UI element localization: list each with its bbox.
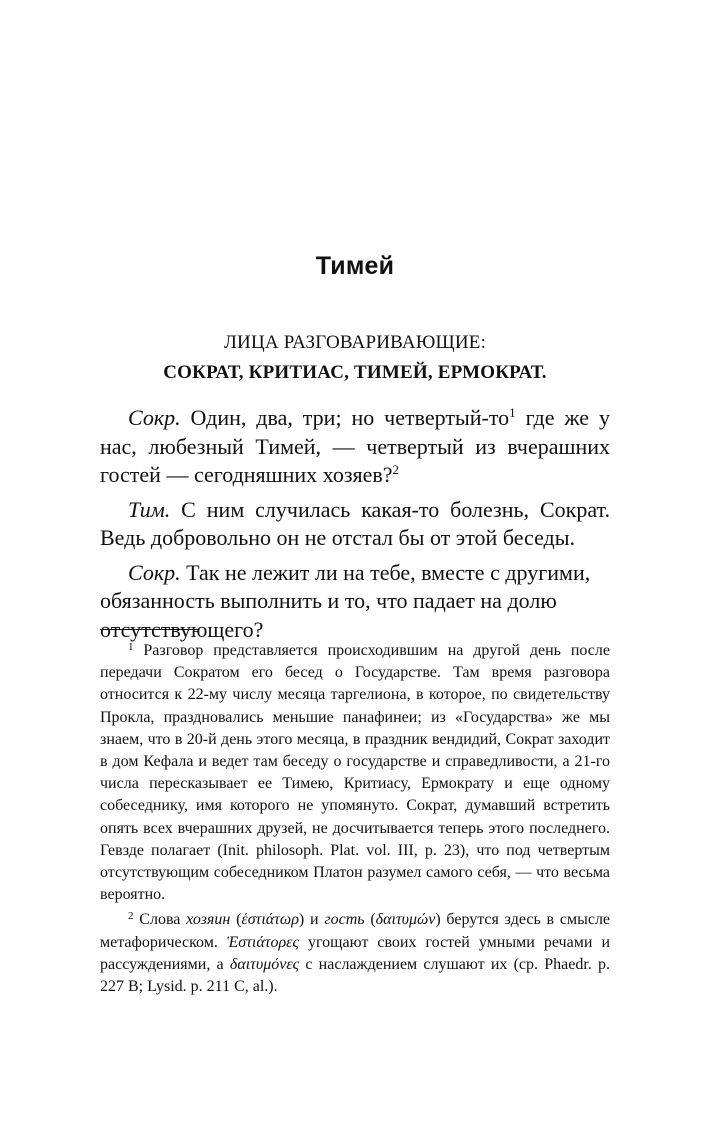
footnote-ref: 2 <box>392 462 400 477</box>
footnotes <box>100 640 610 998</box>
footnote-text-segment: ( <box>364 911 376 929</box>
dialogue-text-segment: С ним случилась какая-то болезнь, Сократ. Ведь добровольно он не отстал бы от этой беседы. <box>100 496 610 550</box>
footnote-text-segment: ) берутся здесь в смысле метафорическом. <box>100 911 611 951</box>
speaker-name: Сокр. <box>128 405 181 430</box>
footnote-text-segment: Слова <box>133 911 187 929</box>
footnote-text-segment: с наслаждением слушают их (ср. Phaedr. p. 227 B; Lysid. p. 211 C, al.). <box>100 955 610 996</box>
greek-term: ἑστιάτωρ <box>241 911 299 929</box>
footnote-text-segment: угощают своих гостей умными речами и рассуждениями, а <box>100 933 611 973</box>
footnote-divider <box>100 629 198 630</box>
speaker-name: Тим. <box>128 496 171 522</box>
footnote <box>100 909 610 998</box>
italic-term: гость <box>324 911 365 929</box>
dialogue-text-segment: Так не лежит ли на тебе, вместе с другими, обязанность выполнить и то, что падает на долю отсутствующего? <box>100 559 591 642</box>
dialogue-text <box>100 404 610 650</box>
footnote-text: Разговор представляется происходившим на другой день после передачи Сократом его бесед о Государстве. Там время разговора относится к 22-му числу месяца таргелиона, в которое, по свидетельству Прокла, праздновались меньшие панафинеи; из «Государства» же мы знаем, что в 20-й день этого месяца, в праздник вендидий, Сократ заходит в дом Кефала и ведет там беседу о государстве и справедливости, а 21-го числа пересказывает ее Тимею, Критиасу, Ермократу и еще одному собеседнику, имя которого не упомянуто. Сократ, думавший встретить опять всех вчерашних друзей, не досчитывается теперь этого последнего. Гевзде полагает (Init. philosoph. Plat. vol. III, p. 23), что под четвертым отсутствующим собеседником Платон разумел самого себя, — что весьма вероятно. <box>100 642 610 904</box>
speaker-name: Сокр. <box>128 559 181 585</box>
footnote-ref: 1 <box>509 405 516 420</box>
greek-term: Ἑστιάτορες <box>226 933 299 951</box>
dialogue-line <box>100 559 610 645</box>
dramatis-personae-names: СОКРАТ, КРИТИАС, ТИМЕЙ, ЕРМОКРАТ. <box>163 362 547 383</box>
footnote-text-segment: ) и <box>298 911 325 929</box>
greek-term: δαιτυμόνες <box>229 955 300 973</box>
dialogue-text-segment: где же у нас, любезный Тимей, — четвертый из вчерашних гостей — сегодняшних хозяев? <box>100 405 610 487</box>
dramatis-personae-heading: ЛИЦА РАЗГОВАРИВАЮЩИЕ: <box>223 332 487 353</box>
dialogue-line <box>100 496 610 553</box>
italic-term: хозяин <box>186 911 231 929</box>
footnote <box>100 640 610 906</box>
footnote-mark: 2 <box>128 910 134 923</box>
page-title: Тимей <box>315 252 395 280</box>
dialogue-text-segment: Один, два, три; но четвертый-то <box>180 405 510 430</box>
footnote-mark: 1 <box>128 641 134 653</box>
footnote-text-segment: ( <box>230 911 242 929</box>
greek-term: δαιτυμών <box>375 911 436 929</box>
dialogue-line <box>100 404 610 490</box>
